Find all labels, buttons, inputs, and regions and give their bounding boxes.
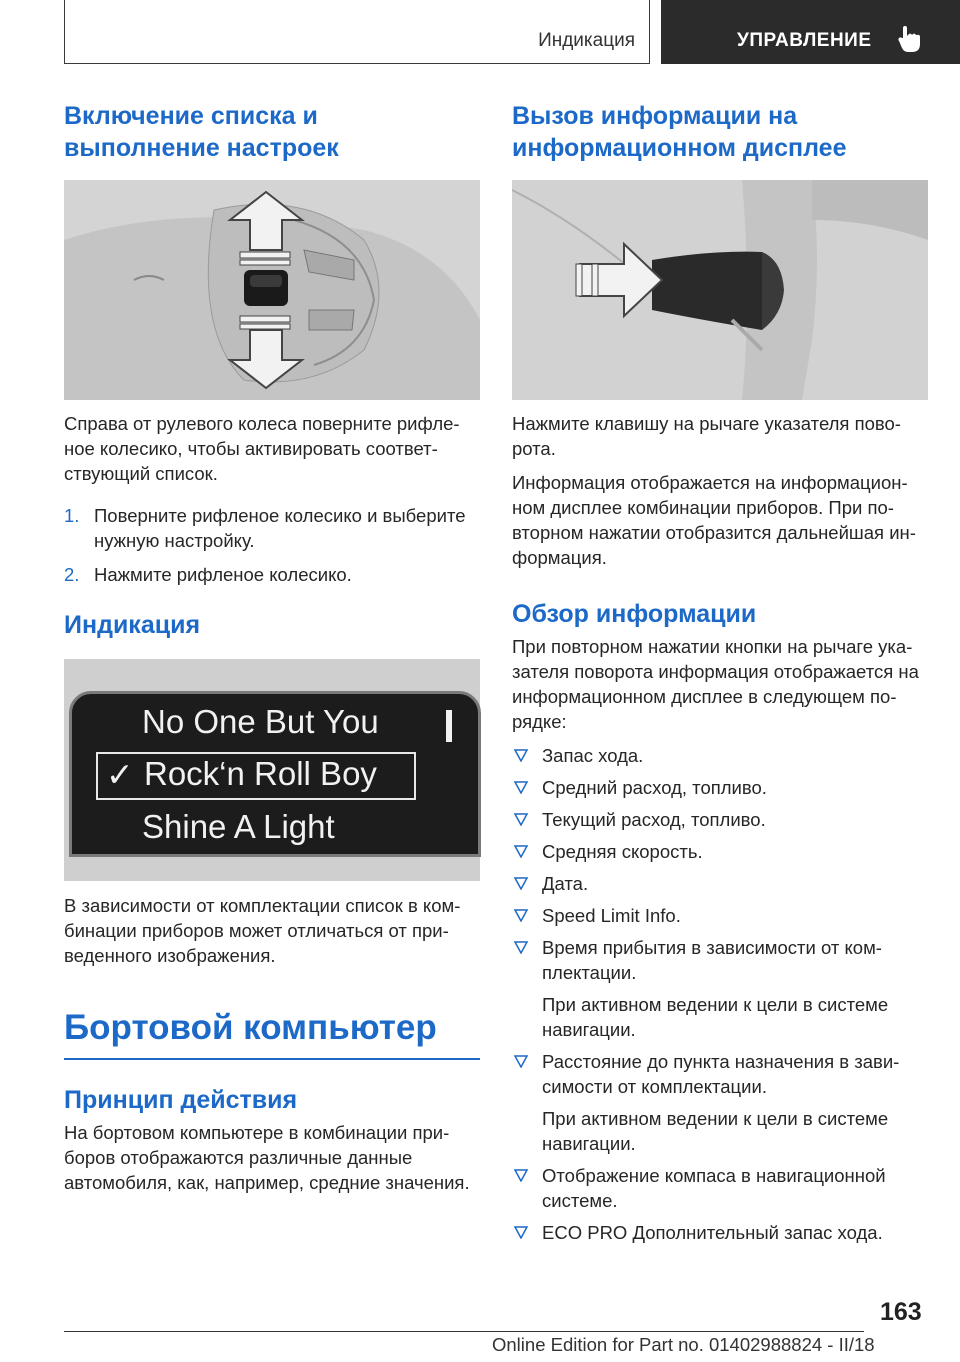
- list-item: [512, 775, 928, 800]
- triangle-bullet-icon: [514, 876, 528, 890]
- triangle-bullet-icon: [514, 812, 528, 826]
- list-item-subtext: При активном ведении к цели в системе навигации.: [542, 994, 889, 1040]
- list-item: [512, 1049, 928, 1099]
- paragraph-info-display: Информация отображается на информацион-ном дисплее комбинации приборов. При по-вторном нажатии отобразится дальнейшая ин-формация.: [512, 472, 916, 568]
- header-chapter-tab: [661, 0, 960, 64]
- steps-list: [64, 503, 480, 587]
- header-chapter-label: УПРАВЛЕНИЕ: [737, 30, 872, 51]
- list-item-text: Средний расход, топливо.: [542, 777, 767, 798]
- header-section-label: Индикация: [538, 30, 635, 51]
- heading-rule: [64, 1058, 480, 1060]
- footer-edition: Online Edition for Part no. 01402988824 - II/18: [492, 1334, 875, 1355]
- triangle-bullet-icon: [514, 940, 528, 954]
- list-item-text: Отображение компаса в навигационной системе.: [542, 1165, 886, 1211]
- triangle-bullet-icon: [514, 1054, 528, 1068]
- display-item: No One But You: [142, 703, 379, 740]
- list-item-text: Запас хода.: [542, 745, 644, 766]
- list-item: [512, 1163, 928, 1213]
- turn-signal-lever-figure: [512, 180, 928, 400]
- list-item-text: Средняя скорость.: [542, 841, 703, 862]
- heading-overview: Обзор информации: [512, 600, 757, 628]
- list-item-text: Время прибытия в зависимости от ком-плектации.: [542, 937, 882, 983]
- triangle-bullet-icon: [514, 748, 528, 762]
- right-column: [512, 100, 928, 1245]
- list-item-subtext: При активном ведении к цели в системе навигации.: [542, 1108, 889, 1154]
- display-screen: [69, 691, 481, 857]
- list-item-text: ECO PRO Дополнительный запас хода.: [542, 1222, 883, 1243]
- paragraph-display-note: В зависимости от комплектации список в ком-бинации приборов может отличаться от при-веденного изображения.: [64, 895, 461, 966]
- step-number: 2.: [64, 564, 80, 585]
- display-scrollbar: [446, 710, 452, 742]
- list-item: [64, 562, 480, 587]
- display-check-icon: ✓: [106, 756, 134, 793]
- list-item: [512, 839, 928, 864]
- triangle-bullet-icon: [514, 844, 528, 858]
- header-section-tab: [64, 0, 650, 64]
- triangle-bullet-icon: [514, 1168, 528, 1182]
- heading-list-activation: Включение списка и выполнение настроек: [64, 102, 339, 162]
- list-item: [512, 743, 928, 768]
- paragraph-principle: На бортовом компьютере в комбинации при-боров отображаются различные данные автомобиля, как, например, средние значения.: [64, 1121, 470, 1193]
- list-item-text: Speed Limit Info.: [542, 905, 681, 926]
- triangle-bullet-icon: [514, 1225, 528, 1239]
- overview-list: [512, 743, 928, 1245]
- heading-display: Индикация: [64, 611, 201, 639]
- display-item: Shine A Light: [142, 808, 335, 845]
- paragraph-thumbwheel: Справа от рулевого колеса поверните рифле-ное колесико, чтобы активировать соответ-ствующий список.: [64, 413, 460, 484]
- heading-principle: Принцип действия: [64, 1085, 298, 1114]
- list-item: [512, 871, 928, 896]
- list-item-text: Текущий расход, топливо.: [542, 809, 766, 830]
- step-number: 1.: [64, 505, 80, 526]
- list-item-text: Дата.: [542, 873, 589, 894]
- display-figure: [64, 659, 480, 881]
- triangle-bullet-icon: [514, 780, 528, 794]
- hand-pointer-icon: [897, 24, 923, 54]
- list-item: [512, 903, 928, 928]
- page-number: 163: [880, 1298, 922, 1326]
- step-text: Нажмите рифленое колесико.: [94, 564, 352, 585]
- left-column: [64, 100, 480, 1195]
- list-item: [64, 503, 480, 553]
- heading-onboard-computer: Бортовой компьютер: [64, 1008, 437, 1047]
- display-item: Rock‘n Roll Boy: [144, 755, 377, 792]
- list-item: [512, 935, 928, 985]
- list-item: [512, 807, 928, 832]
- steering-wheel-figure: [64, 180, 480, 400]
- footer-rule: [64, 1331, 864, 1332]
- paragraph-press-button: Нажмите клавишу на рычаге указателя пово-рота.: [512, 413, 901, 459]
- list-item: [512, 1220, 928, 1245]
- paragraph-overview: При повторном нажатии кнопки на рычаге ука-зателя поворота информация отображается на информационном дисплее в следующем по-рядке:: [512, 636, 919, 732]
- step-text: Поверните рифленое колесико и выберите нужную настройку.: [94, 505, 466, 551]
- list-item-text: Расстояние до пункта назначения в зави-симости от комплектации.: [542, 1051, 900, 1097]
- triangle-bullet-icon: [514, 908, 528, 922]
- heading-call-info: Вызов информации на информационном дисплее: [512, 102, 847, 162]
